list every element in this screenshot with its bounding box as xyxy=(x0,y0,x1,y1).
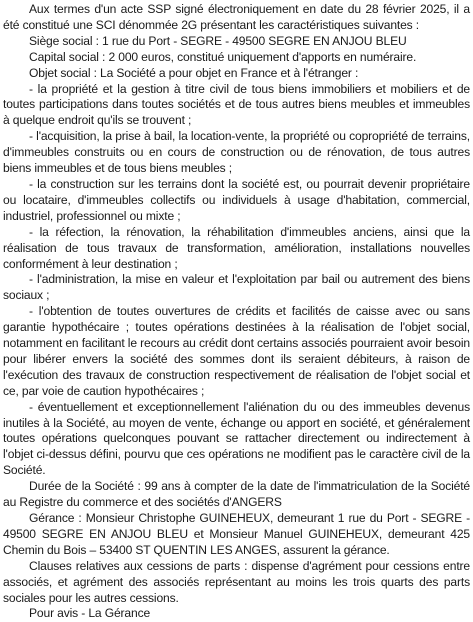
head-office-line: Siège social : 1 rue du Port - SEGRE - 49500 SEGRE EN ANJOU BLEU xyxy=(29,33,407,48)
duration-paragraph: Durée de la Société : 99 ans à compter de la date de l'immatriculation de la Société au Registre du commerce et des sociétés d'ANGERS xyxy=(3,479,470,510)
purpose-item-acquisition: - l'acquisition, la prise à bail, la location-vente, la propriété ou copropriété de terrains, d'immeubles construits ou en cours de construction ou de rénovation, de tous autres biens immeubles et de tous biens meubles ; xyxy=(3,129,470,176)
signature-line: Pour avis - La Gérance xyxy=(29,606,151,621)
purpose-item-renovation: - la réfection, la rénovation, la réhabilitation d'immeubles anciens, ainsi que la réalisation de tous travaux de transformation, amélioration, installations nouvelles conformément à leur destination ; xyxy=(3,224,470,271)
share-capital-line: Capital social : 2 000 euros, constitué uniquement d'apports en numéraire. xyxy=(29,49,417,64)
corporate-purpose-heading: Objet social : La Société a pour objet en France et à l'étranger : xyxy=(29,65,359,80)
purpose-item-construction: - la construction sur les terrains dont la société est, ou pourrait devenir propriétaire ou locataire, d'immeubles collectifs ou individuels à usage d'habitation, commercial, industriel, professionnel ou mixte ; xyxy=(3,176,470,223)
purpose-item-administration: - l'administration, la mise en valeur et l'exploitation par bail ou autrement des biens sociaux ; xyxy=(3,272,470,303)
share-transfer-clause: Clauses relatives aux cessions de parts : dispense d'agrément pour cessions entre associés, et agrément des associés représentant au moins les trois quarts des parts sociales pour les autres cessions. xyxy=(3,558,470,605)
purpose-item-ownership: - la propriété et la gestion à titre civil de tous biens immobiliers et mobiliers et de toutes participations dans toutes sociétés et de tous autres biens meubles et immeubles à quelque endroit qu'ils se trouvent ; xyxy=(3,81,470,128)
purpose-item-alienation: - éventuellement et exceptionnellement l'aliénation du ou des immeubles devenus inutiles à la Société, au moyen de vente, échange ou apport en société, et généralement toutes opérations quelconques pouvant se rattacher directement ou indirectement à l'objet ci-dessus défini, pourvu que ces opérations ne modifient pas le caractère civil de la Société. xyxy=(3,399,470,478)
management-paragraph: Gérance : Monsieur Christophe GUINEHEUX, demeurant 1 rue du Port - SEGRE - 49500 SEGRE EN ANJOU BLEU et Monsieur Manuel GUINEHEUX, demeurant 425 Chemin du Bois – 53400 ST QUENTIN LES ANGES, assurent la gérance. xyxy=(3,511,470,557)
purpose-item-credit: - l'obtention de toutes ouvertures de crédits et facilités de caisse avec ou sans garantie hypothécaire ; toutes opérations destinées à la réalisation de l'objet social, notamment en facilitant le recours au crédit dont certains associés pourraient avoir besoin pour libérer envers la société des sommes dont ils seraient débiteurs, à raison de l'exécution des travaux de construction respectivement de réalisation de l'objet social et ce, par voie de caution hypothécaires ; xyxy=(3,304,470,398)
intro-paragraph: Aux termes d'un acte SSP signé électroniquement en date du 28 février 2025, il a été constitué une SCI dénommée 2G présentant les caractéristiques suivantes : xyxy=(3,2,470,32)
